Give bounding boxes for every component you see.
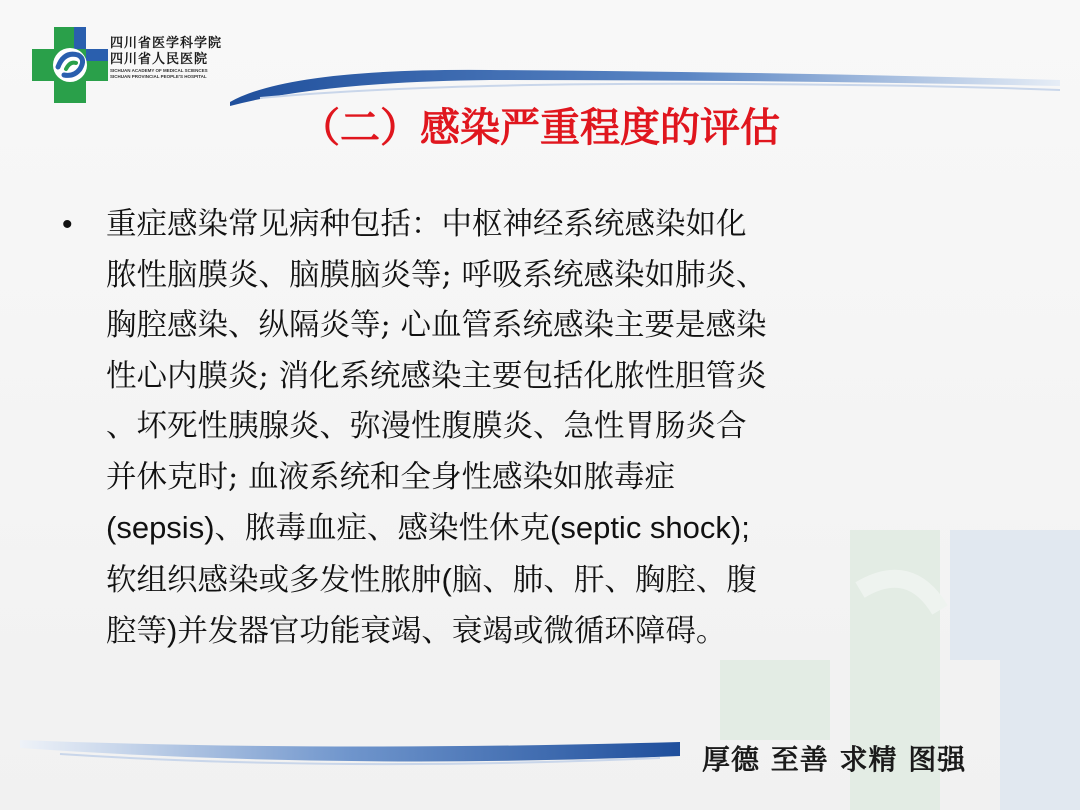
line9-end: 并发器官功能衰竭、衰竭或微循环障碍。 [177, 614, 727, 649]
bullet-line: 脓性脑膜炎、脑膜脑炎等; 呼吸系统感染如肺炎、 [106, 257, 767, 293]
bullet-line: 胸腔感染、纵隔炎等; 心血管系统感染主要是感染 [106, 308, 767, 343]
bullet-line: 性心内膜炎; 消化系统感染主要包括化脓性胆管炎 [106, 358, 767, 394]
bullet-point-icon: • [62, 208, 73, 241]
close-paren: ) [167, 613, 178, 648]
line8-end: 脑、肺、肝、胸腔、腹 [451, 562, 757, 598]
hospital-motto: 厚德 至善 求精 图强 [702, 743, 967, 776]
line9-start: 腔等 [106, 614, 167, 649]
bullet-text [106, 200, 996, 658]
org-name-en-line1: SICHUAN ACADEMY OF MEDICAL SCIENCES [110, 68, 208, 73]
line8-start: 软组织感染或多发性脓肿 [106, 562, 442, 598]
org-name-en-line2: SICHUAN PROVINCIAL PEOPLE'S HOSPITAL [110, 74, 207, 79]
top-swoosh-decoration [230, 58, 1060, 106]
line7-middle: 、脓毒血症、感染性休克 [214, 511, 551, 546]
bullet-line [106, 555, 996, 607]
bullet-line: 并休克时; 血液系统和全身性感染如脓毒症 [106, 459, 675, 495]
term-sepsis: (sepsis) [106, 510, 215, 545]
slide-title: （二）感染严重程度的评估 [300, 104, 780, 151]
open-paren: ( [441, 561, 452, 597]
bullet-list [62, 200, 1012, 658]
bullet-line: 、坏死性胰腺炎、弥漫性腹膜炎、急性胃肠炎合 [106, 409, 747, 444]
org-name-line2: 四川省人民医院 [110, 52, 209, 67]
bullet-line [106, 606, 996, 658]
bottom-swoosh-decoration [20, 718, 680, 778]
term-septic-shock: (septic shock); [550, 510, 750, 545]
bullet-line [106, 503, 996, 555]
org-name-line1: 四川省医学科学院 [110, 36, 223, 51]
hospital-logo-icon [30, 25, 110, 105]
bullet-line: 重症感染常见病种包括：中枢神经系统感染如化 [106, 207, 747, 242]
